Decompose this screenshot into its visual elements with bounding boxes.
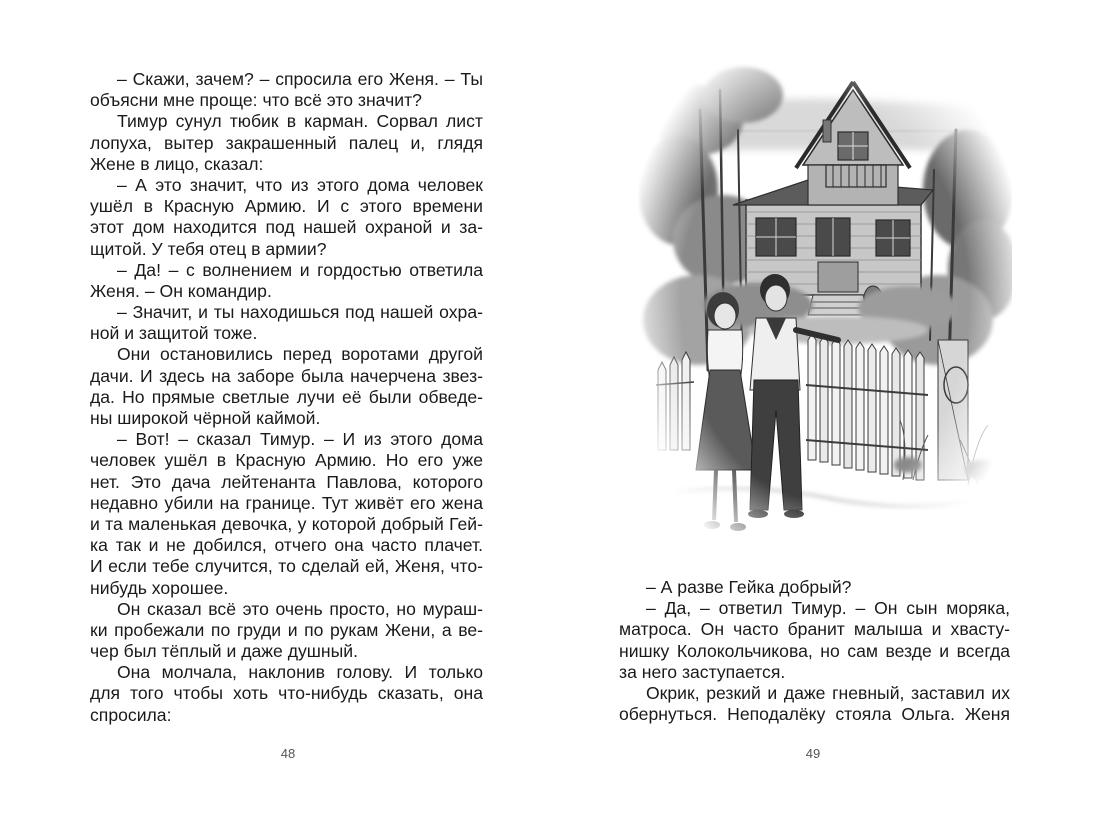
text-line: – Да, – ответил Тимур. – Он сын моряка, <box>646 598 1010 619</box>
text-line: недавно убили на границе. Тут живёт его жена <box>90 492 483 513</box>
text-line: Она молчала, наклонив голову. И только <box>117 662 483 683</box>
text-line: ушёл в Красную Армию. И с этого времени <box>90 196 483 217</box>
text-line: – А разве Гейка добрый? <box>646 577 852 597</box>
text-line: да. Но прямые светлые лучи её были обведе- <box>90 386 483 407</box>
text-line: И если тебе случится, то сделай ей, Женя, что- <box>90 556 483 577</box>
text-line: чер был тёплый и даже душный. <box>90 641 358 662</box>
text-line: Тимур сунул тюбик в карман. Сорвал лист <box>117 111 483 132</box>
left-page-text <box>90 69 483 726</box>
text-line: объясни мне проще: что всё это значит? <box>90 90 422 111</box>
text-line: нет. Это дача лейтенанта Павлова, которого <box>90 471 483 492</box>
text-line: Женя. – Он командир. <box>90 280 272 301</box>
text-line: дачи. И здесь на заборе была начерчена звез- <box>90 365 483 386</box>
page-number: 49 <box>805 746 821 761</box>
text-line: – А это значит, что из этого дома человек <box>117 174 483 195</box>
text-line: лопуха, вытер закрашенный палец и, глядя <box>90 132 483 153</box>
text-line: за него заступается. <box>619 661 786 682</box>
text-line: матроса. Он часто бранит малыша и хвасту- <box>619 619 1010 640</box>
text-line: – Вот! – сказал Тимур. – И из этого дома <box>117 429 483 450</box>
illustration-drawing <box>638 40 1012 560</box>
text-line: спросила: <box>90 704 172 725</box>
text-line: ной и защитой тоже. <box>90 323 258 344</box>
text-line: Жене в лицо, сказал: <box>90 153 264 174</box>
text-line: обернуться. Неподалёку стояла Ольга. Женя <box>619 704 1010 725</box>
text-line: – Скажи, зачем? – спросила его Женя. – Ты <box>117 69 483 89</box>
illustration <box>638 40 1012 560</box>
right-page <box>550 0 1100 825</box>
text-line: ка так и не добился, отчего она часто плачет. <box>90 535 483 556</box>
right-page-text <box>619 577 1010 725</box>
text-line: Он сказал всё это очень просто, но мураш- <box>117 598 483 619</box>
text-line: человек ушёл в Красную Армию. Но его уже <box>90 450 483 471</box>
text-line: – Значит, и ты находишься под нашей охра- <box>117 302 483 323</box>
text-line: этот дом находится под нашей охраной и за- <box>90 217 483 238</box>
text-line: нишку Колокольчикова, но сам везде и всегда <box>619 640 1010 661</box>
text-line: Окрик, резкий и даже гневный, заставил их <box>646 682 1010 703</box>
page-number: 48 <box>280 746 296 761</box>
text-line: ки пробежали по груди и по рукам Жени, а ве- <box>90 619 483 640</box>
text-line: щитой. У тебя отец в армии? <box>90 238 327 259</box>
text-line: Они остановились перед воротами другой <box>117 344 483 365</box>
text-line: и та маленькая девочка, у которой добрый Гей- <box>90 513 483 534</box>
text-line: – Да! – с волнением и гордостью ответила <box>117 259 483 280</box>
text-line: для того чтобы хоть что-нибудь сказать, она <box>90 683 483 704</box>
text-line: ны широкой чёрной каймой. <box>90 408 321 428</box>
text-line: нибудь хорошее. <box>90 577 229 598</box>
